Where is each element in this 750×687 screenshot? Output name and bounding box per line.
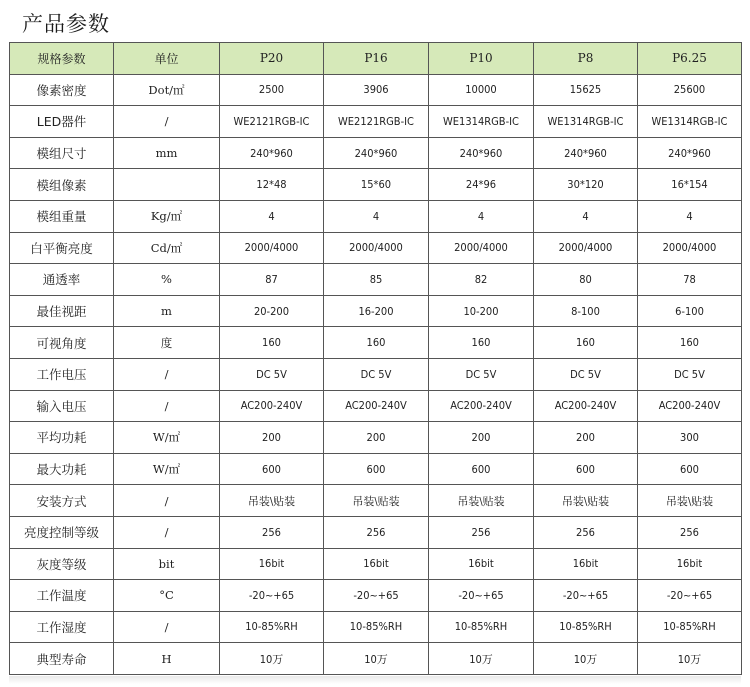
value-cell: WE1314RGB-IC: [534, 106, 638, 138]
table-row: [10, 358, 742, 390]
value-cell: 4: [324, 200, 429, 232]
table-row: [10, 169, 742, 201]
value-cell: 6-100: [638, 295, 742, 327]
value-cell: 12*48: [220, 169, 324, 201]
table-row: [10, 516, 742, 548]
value-cell: 10-85%RH: [324, 611, 429, 643]
table-row: [10, 485, 742, 517]
header-cell-spec: 规格参数: [10, 43, 114, 75]
table-row: [10, 137, 742, 169]
row-unit: 度: [114, 327, 220, 359]
value-cell: AC200-240V: [429, 390, 534, 422]
value-cell: 16-200: [324, 295, 429, 327]
row-unit: /: [114, 106, 220, 138]
table-row: [10, 264, 742, 296]
table-row: [10, 295, 742, 327]
row-unit: W/㎡: [114, 453, 220, 485]
table-row: [10, 548, 742, 580]
row-unit: Dot/㎡: [114, 74, 220, 106]
header-cell-model: P10: [429, 43, 534, 75]
table-row: [10, 611, 742, 643]
value-cell: DC 5V: [429, 358, 534, 390]
value-cell: 240*960: [638, 137, 742, 169]
value-cell: 80: [534, 264, 638, 296]
value-cell: 2500: [220, 74, 324, 106]
value-cell: 200: [324, 422, 429, 454]
value-cell: -20~+65: [324, 580, 429, 612]
row-label: 工作温度: [10, 580, 114, 612]
header-cell-model: P8: [534, 43, 638, 75]
value-cell: 16*154: [638, 169, 742, 201]
value-cell: 16bit: [220, 548, 324, 580]
value-cell: 82: [429, 264, 534, 296]
value-cell: 600: [429, 453, 534, 485]
value-cell: 200: [534, 422, 638, 454]
table-row: [10, 106, 742, 138]
table-row: [10, 327, 742, 359]
value-cell: 10-85%RH: [429, 611, 534, 643]
row-label: 工作电压: [10, 358, 114, 390]
row-unit: [114, 169, 220, 201]
value-cell: -20~+65: [429, 580, 534, 612]
value-cell: 240*960: [534, 137, 638, 169]
table-row: [10, 422, 742, 454]
value-cell: 4: [638, 200, 742, 232]
value-cell: 10万: [324, 643, 429, 675]
value-cell: 160: [534, 327, 638, 359]
value-cell: 200: [429, 422, 534, 454]
value-cell: 2000/4000: [429, 232, 534, 264]
header-cell-model: P6.25: [638, 43, 742, 75]
table-row: [10, 200, 742, 232]
table-row: [10, 232, 742, 264]
value-cell: 3906: [324, 74, 429, 106]
row-label: 白平衡亮度: [10, 232, 114, 264]
value-cell: 256: [429, 516, 534, 548]
row-unit: °C: [114, 580, 220, 612]
value-cell: WE2121RGB-IC: [220, 106, 324, 138]
value-cell: 600: [638, 453, 742, 485]
value-cell: -20~+65: [638, 580, 742, 612]
row-unit: H: [114, 643, 220, 675]
value-cell: WE1314RGB-IC: [638, 106, 742, 138]
value-cell: 16bit: [429, 548, 534, 580]
value-cell: DC 5V: [534, 358, 638, 390]
value-cell: 256: [220, 516, 324, 548]
row-label: 安装方式: [10, 485, 114, 517]
row-unit: /: [114, 516, 220, 548]
row-label: 亮度控制等级: [10, 516, 114, 548]
value-cell: 10万: [638, 643, 742, 675]
value-cell: 4: [220, 200, 324, 232]
row-unit: m: [114, 295, 220, 327]
value-cell: 15625: [534, 74, 638, 106]
value-cell: 600: [220, 453, 324, 485]
value-cell: AC200-240V: [324, 390, 429, 422]
row-label: 模组尺寸: [10, 137, 114, 169]
row-label: 平均功耗: [10, 422, 114, 454]
value-cell: 30*120: [534, 169, 638, 201]
row-label: 工作湿度: [10, 611, 114, 643]
value-cell: 吊装\贴装: [324, 485, 429, 517]
value-cell: 10-200: [429, 295, 534, 327]
row-label: 灰度等级: [10, 548, 114, 580]
value-cell: DC 5V: [220, 358, 324, 390]
value-cell: 87: [220, 264, 324, 296]
page-title: 产品参数: [22, 12, 110, 36]
value-cell: 10万: [429, 643, 534, 675]
value-cell: -20~+65: [534, 580, 638, 612]
row-label: 模组重量: [10, 200, 114, 232]
value-cell: WE1314RGB-IC: [429, 106, 534, 138]
row-unit: W/㎡: [114, 422, 220, 454]
value-cell: 2000/4000: [220, 232, 324, 264]
value-cell: 600: [534, 453, 638, 485]
table-row: [10, 643, 742, 675]
value-cell: AC200-240V: [638, 390, 742, 422]
value-cell: 78: [638, 264, 742, 296]
value-cell: WE2121RGB-IC: [324, 106, 429, 138]
row-unit: Cd/㎡: [114, 232, 220, 264]
row-label: 模组像素: [10, 169, 114, 201]
value-cell: 160: [324, 327, 429, 359]
value-cell: 16bit: [534, 548, 638, 580]
row-label: 最大功耗: [10, 453, 114, 485]
value-cell: 200: [220, 422, 324, 454]
header-cell-model: P20: [220, 43, 324, 75]
value-cell: 160: [429, 327, 534, 359]
value-cell: 吊装\贴装: [220, 485, 324, 517]
row-unit: %: [114, 264, 220, 296]
value-cell: 2000/4000: [534, 232, 638, 264]
value-cell: 吊装\贴装: [638, 485, 742, 517]
table-shadow: [9, 676, 741, 684]
row-label: 像素密度: [10, 74, 114, 106]
value-cell: 160: [220, 327, 324, 359]
table-row: [10, 74, 742, 106]
row-unit: bit: [114, 548, 220, 580]
row-label: 可视角度: [10, 327, 114, 359]
value-cell: 20-200: [220, 295, 324, 327]
table-header-row: [10, 43, 742, 75]
value-cell: 15*60: [324, 169, 429, 201]
row-unit: /: [114, 390, 220, 422]
row-label: 最佳视距: [10, 295, 114, 327]
value-cell: 10万: [534, 643, 638, 675]
table-row: [10, 453, 742, 485]
row-unit: /: [114, 611, 220, 643]
value-cell: 240*960: [324, 137, 429, 169]
row-unit: mm: [114, 137, 220, 169]
row-unit: Kg/㎡: [114, 200, 220, 232]
value-cell: 240*960: [429, 137, 534, 169]
value-cell: DC 5V: [324, 358, 429, 390]
value-cell: 4: [534, 200, 638, 232]
value-cell: 24*96: [429, 169, 534, 201]
value-cell: 10000: [429, 74, 534, 106]
value-cell: 10万: [220, 643, 324, 675]
value-cell: 25600: [638, 74, 742, 106]
spec-table: [9, 42, 742, 675]
value-cell: 10-85%RH: [638, 611, 742, 643]
value-cell: 256: [324, 516, 429, 548]
value-cell: 85: [324, 264, 429, 296]
header-cell-model: P16: [324, 43, 429, 75]
value-cell: 16bit: [324, 548, 429, 580]
value-cell: 吊装\贴装: [534, 485, 638, 517]
table-row: [10, 390, 742, 422]
value-cell: 300: [638, 422, 742, 454]
value-cell: AC200-240V: [534, 390, 638, 422]
row-label: 典型寿命: [10, 643, 114, 675]
value-cell: 160: [638, 327, 742, 359]
value-cell: DC 5V: [638, 358, 742, 390]
value-cell: 256: [534, 516, 638, 548]
value-cell: 4: [429, 200, 534, 232]
value-cell: AC200-240V: [220, 390, 324, 422]
table-row: [10, 580, 742, 612]
value-cell: 256: [638, 516, 742, 548]
value-cell: 8-100: [534, 295, 638, 327]
value-cell: 600: [324, 453, 429, 485]
row-label: 通透率: [10, 264, 114, 296]
value-cell: 10-85%RH: [534, 611, 638, 643]
header-cell-unit: 单位: [114, 43, 220, 75]
row-label: LED器件: [10, 106, 114, 138]
value-cell: 吊装\贴装: [429, 485, 534, 517]
value-cell: 16bit: [638, 548, 742, 580]
value-cell: 2000/4000: [324, 232, 429, 264]
row-unit: /: [114, 358, 220, 390]
value-cell: 2000/4000: [638, 232, 742, 264]
value-cell: 10-85%RH: [220, 611, 324, 643]
value-cell: 240*960: [220, 137, 324, 169]
value-cell: -20~+65: [220, 580, 324, 612]
row-unit: /: [114, 485, 220, 517]
row-label: 输入电压: [10, 390, 114, 422]
